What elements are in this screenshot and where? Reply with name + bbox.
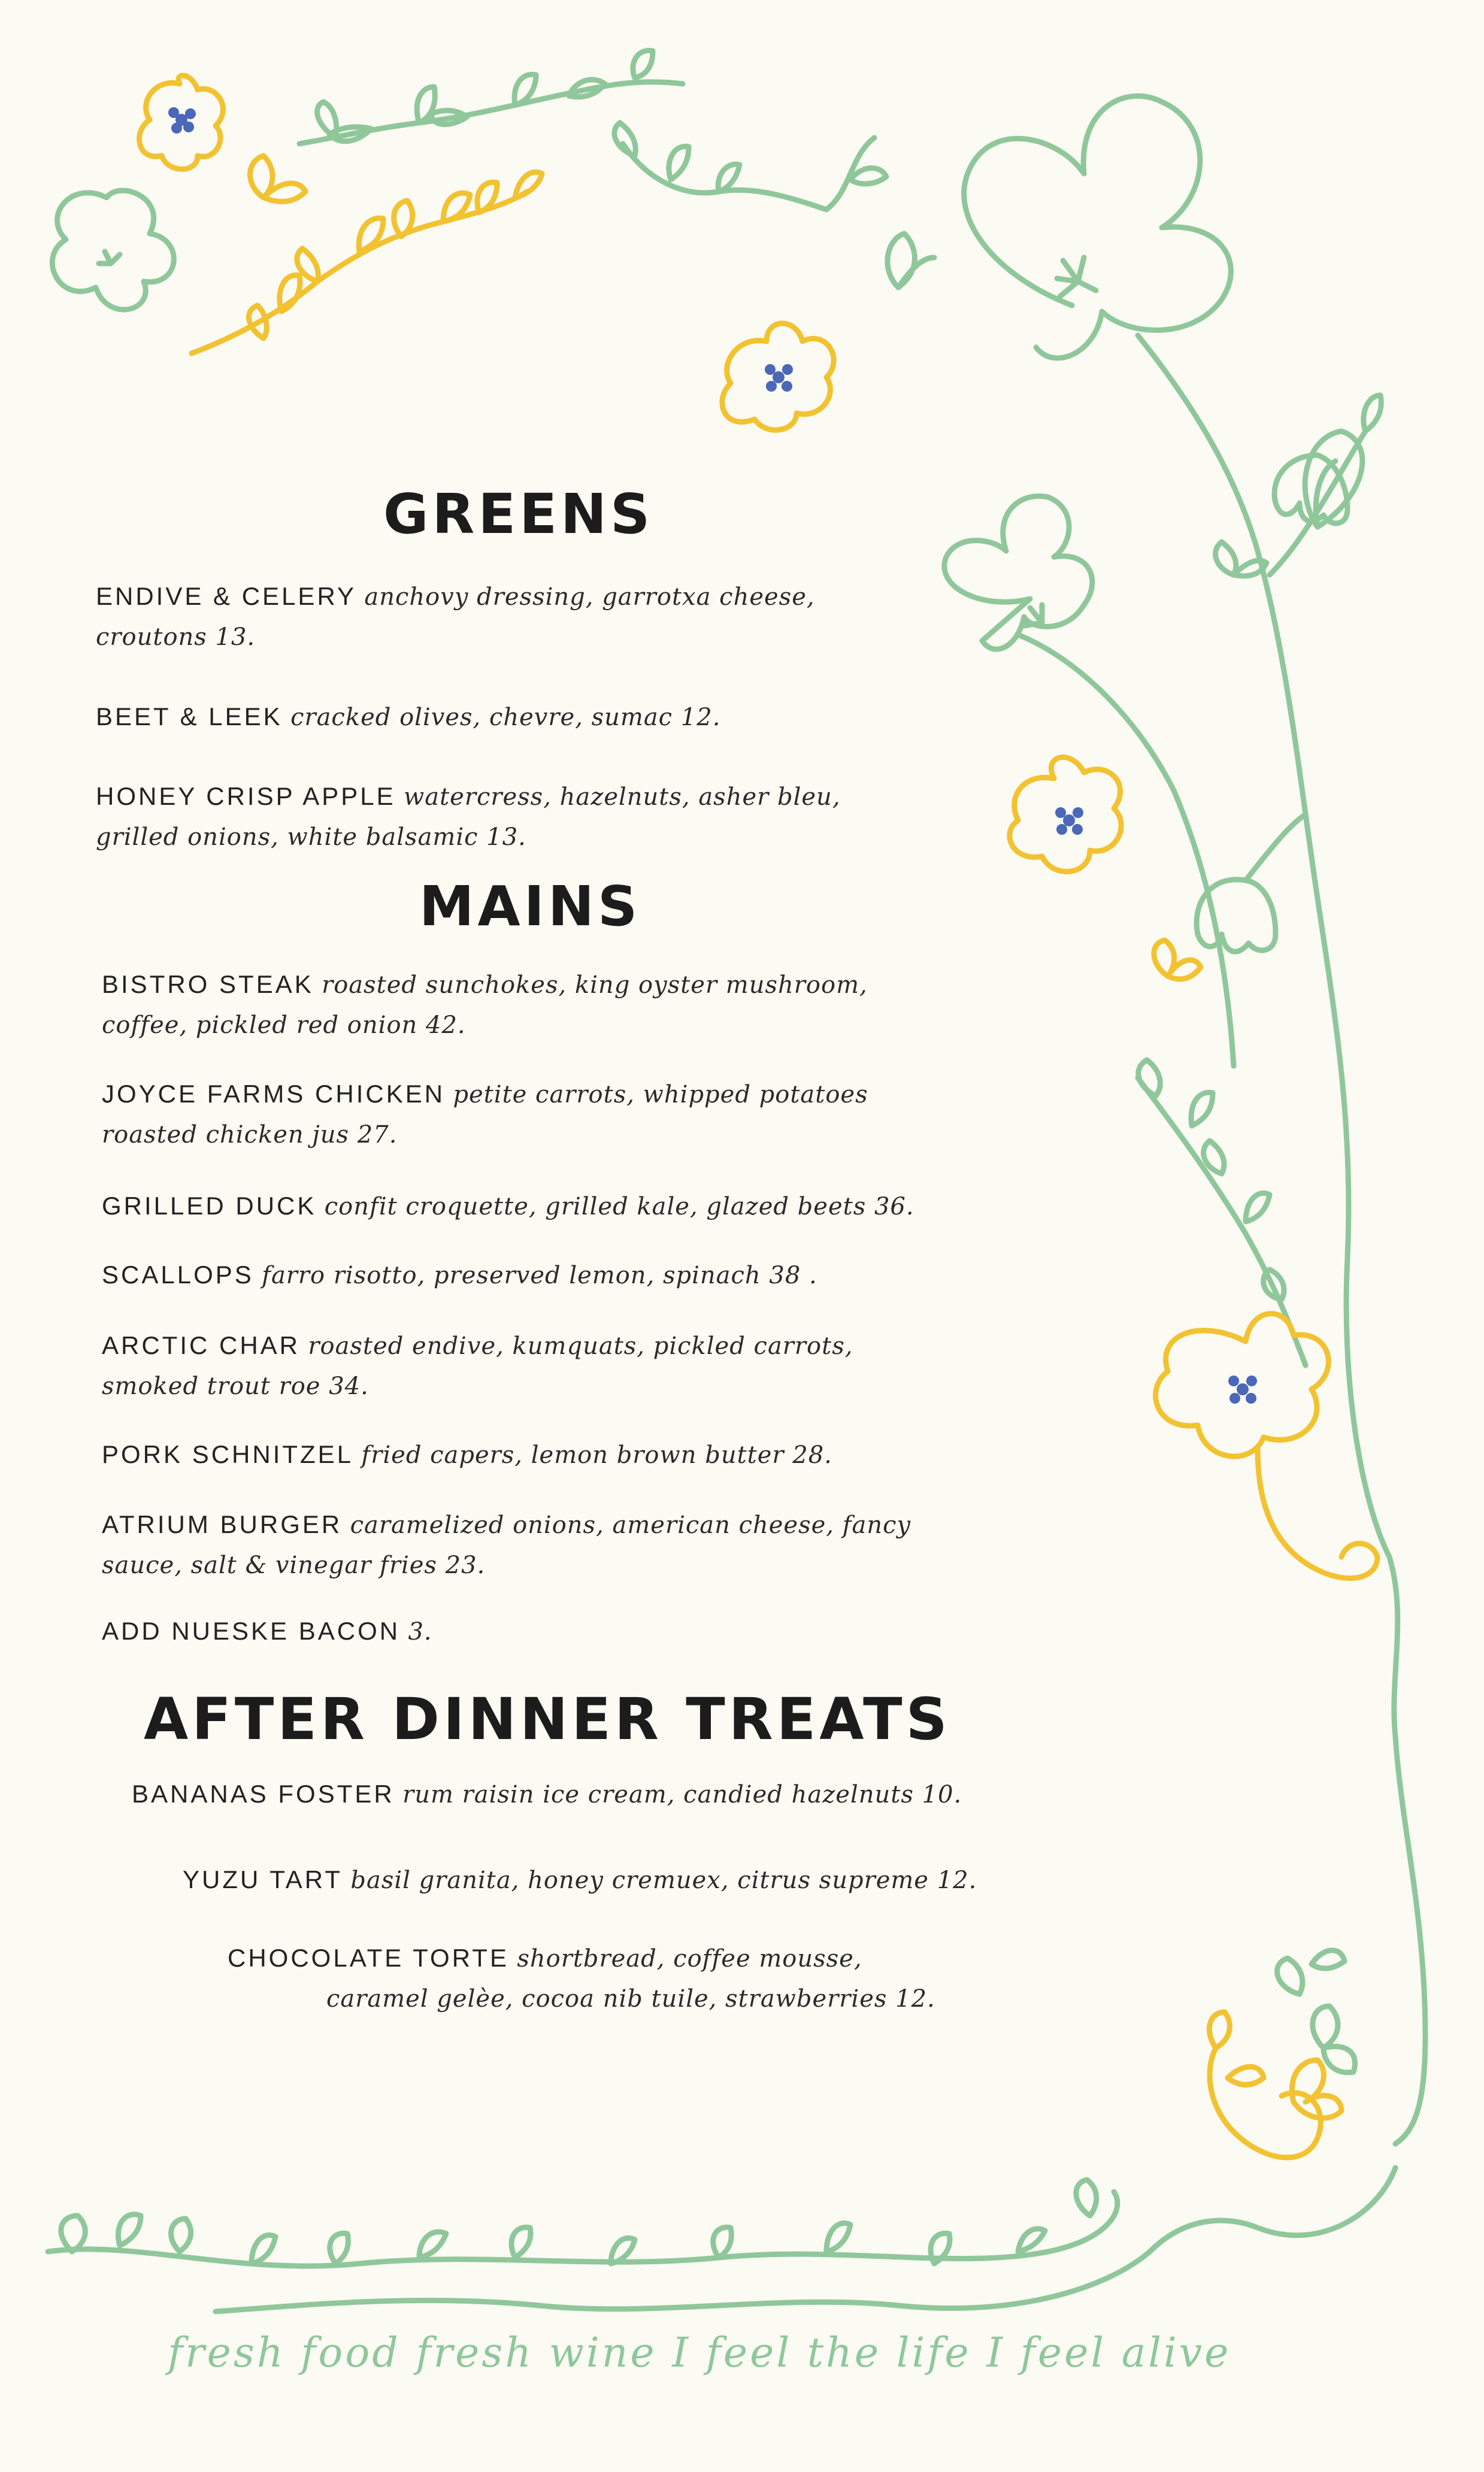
menu-item-pork-schnitzel — [102, 1434, 832, 1476]
menu-item-yuzu-tart — [183, 1859, 977, 1901]
item-description: confit croquette, grilled kale, glazed beets 36. — [324, 1193, 914, 1220]
item-description: basil granita, honey cremuex, citrus supreme 12. — [350, 1867, 977, 1894]
item-description: cracked olives, chevre, sumac 12. — [290, 704, 721, 731]
greens-heading: GREENS — [383, 482, 654, 546]
menu-item-atrium-burger — [102, 1504, 911, 1586]
menu-item-beet-leek — [96, 696, 720, 738]
item-description: petite carrots, whipped potatoes — [453, 1081, 868, 1108]
item-name: ADD NUESKE BACON — [102, 1617, 401, 1645]
item-description-continued: grilled onions, white balsamic 13. — [96, 823, 526, 851]
item-name: ENDIVE & CELERY — [96, 582, 357, 610]
treats-heading: AFTER DINNER TREATS — [144, 1686, 951, 1753]
item-description: anchovy dressing, garrotxa cheese, — [364, 583, 815, 611]
top-vine — [299, 82, 683, 144]
item-description-continued: croutons 13. — [96, 623, 256, 651]
yellow-sprig — [192, 192, 527, 353]
item-name: PORK SCHNITZEL — [102, 1440, 354, 1468]
menu-item-joyce-farms-chicken — [102, 1074, 868, 1155]
green-flower-mid — [944, 496, 1092, 649]
main-stem — [1138, 335, 1425, 2144]
item-description: watercress, hazelnuts, asher bleu, — [404, 783, 841, 811]
item-name: GRILLED DUCK — [102, 1192, 317, 1220]
item-name: HONEY CRISP APPLE — [96, 782, 396, 810]
item-description-continued: smoked trout roe 34. — [102, 1373, 369, 1400]
right-vine — [1138, 1078, 1306, 1365]
item-name: ARCTIC CHAR — [102, 1331, 301, 1359]
item-name: YUZU TART — [183, 1865, 343, 1894]
bottom-vine — [48, 2192, 1117, 2266]
item-name: BISTRO STEAK — [102, 970, 314, 998]
item-name: SCALLOPS — [102, 1261, 254, 1289]
item-price: 3. — [408, 1618, 432, 1646]
item-description: farro risotto, preserved lemon, spinach 38 . — [262, 1262, 817, 1289]
item-name: ATRIUM BURGER — [102, 1510, 343, 1538]
item-name: BEET & LEEK — [96, 702, 283, 731]
green-flower-top-left — [52, 190, 174, 310]
big-green-flower — [964, 96, 1231, 358]
item-description: fried capers, lemon brown butter 28. — [361, 1441, 832, 1469]
item-description-continued: roasted chicken jus 27. — [102, 1121, 398, 1149]
mains-heading: MAINS — [419, 874, 641, 938]
menu-item-endive-celery — [96, 576, 815, 658]
item-description-continued: caramel gelèe, cocoa nib tuile, strawberries 12. — [326, 1985, 935, 2013]
item-description-continued: sauce, salt & vinegar fries 23. — [102, 1552, 486, 1579]
menu-item-bananas-foster — [132, 1774, 962, 1815]
item-description: shortbread, coffee mousse, — [517, 1945, 862, 1973]
item-description: roasted sunchokes, king oyster mushroom, — [322, 971, 868, 999]
item-description: caramelized onions, american cheese, fancy — [350, 1511, 911, 1539]
menu-item-grilled-duck — [102, 1186, 914, 1227]
menu-item-honey-crisp-apple — [96, 776, 841, 858]
item-name: BANANAS FOSTER — [132, 1780, 395, 1808]
item-description: rum raisin ice cream, candied hazelnuts 10. — [402, 1781, 962, 1808]
handwritten-tagline: fresh food fresh wine I feel the life I feel alive — [168, 2329, 1231, 2377]
menu-item-chocolate-torte — [228, 1938, 935, 2019]
item-description: roasted endive, kumquats, pickled carrots, — [308, 1332, 853, 1360]
menu-item-arctic-char — [102, 1325, 853, 1407]
menu-item-bistro-steak — [102, 964, 868, 1046]
item-description-continued: coffee, pickled red onion 42. — [102, 1011, 466, 1039]
menu-item-scallops — [102, 1255, 817, 1296]
item-name: CHOCOLATE TORTE — [228, 1944, 509, 1972]
item-name: JOYCE FARMS CHICKEN — [102, 1080, 446, 1108]
menu-item-add-nueske-bacon — [102, 1611, 432, 1652]
